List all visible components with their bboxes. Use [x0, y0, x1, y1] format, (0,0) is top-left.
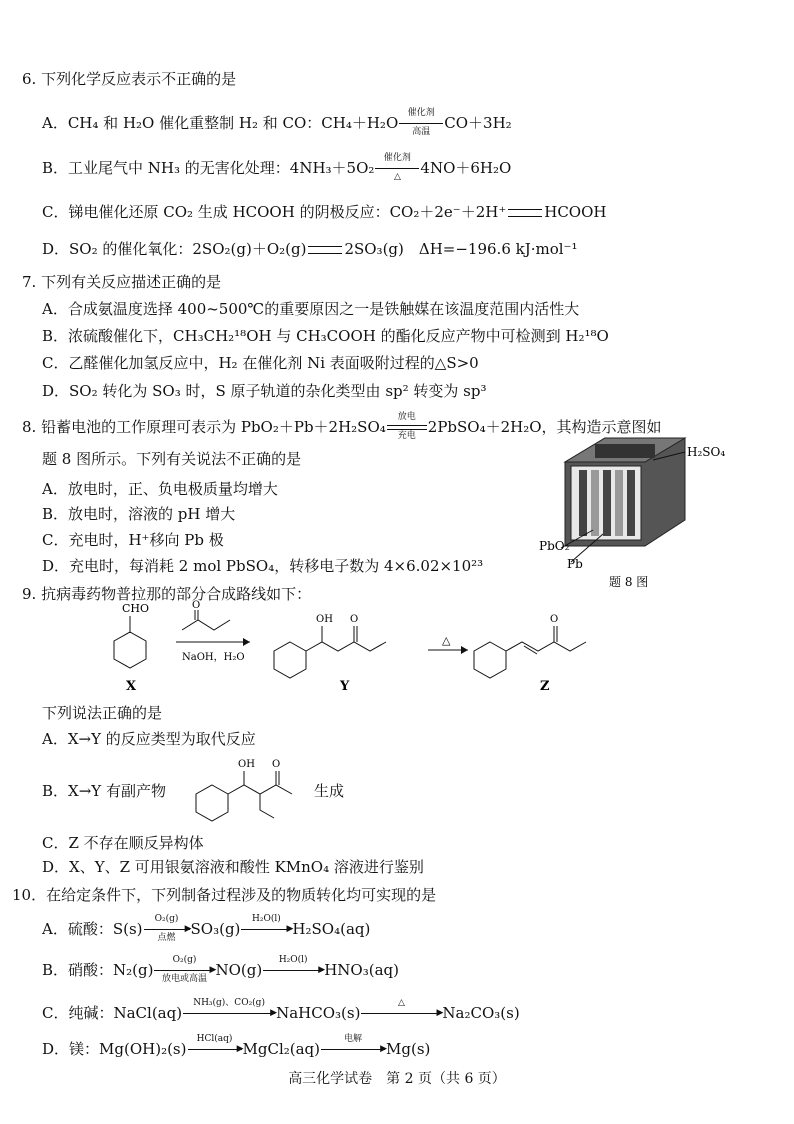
q9-option-d: D．X、Y、Z 可用银氨溶液和酸性 KMnO₄ 溶液进行鉴别 [42, 858, 424, 876]
q7-option-a: A．合成氨温度选择 400~500℃的重要原因之一是铁触媒在该温度范围内活性大 [42, 300, 580, 318]
arrow-condition: 放电 [397, 412, 416, 422]
lead-acid-battery-figure [535, 430, 775, 590]
arrow-condition: HCl(aq) [196, 1034, 233, 1044]
q8-stem-line2: 题 8 图所示。下列有关说法不正确的是 [42, 450, 302, 468]
compound-y: Y [340, 679, 350, 694]
q9-ask: 下列说法正确的是 [42, 704, 163, 722]
arrow-condition: 电解 [343, 1034, 362, 1044]
arrow-condition: H₂O(l) [278, 955, 308, 965]
q10-b-end: HNO₃(aq) [324, 961, 399, 979]
q6-stem: 6. 下列化学反应表示不正确的是 [22, 70, 237, 88]
q8-option-b: B．放电时，溶液的 pH 增大 [42, 505, 236, 523]
reaction-condition: NaOH，H₂O [182, 652, 245, 663]
q8-option-d: D．充电时，每消耗 2 mol PbSO₄，转移电子数为 4×6.02×10²³ [42, 557, 484, 575]
q6-b-text: B．工业尾气中 NH₃ 的无害化处理：4NH₃＋5O₂ [42, 159, 375, 177]
q9-option-c: C．Z 不存在顺反异构体 [42, 834, 204, 852]
reaction-arrow [375, 153, 419, 182]
q10-d-start: D．镁：Mg(OH)₂(s) [42, 1040, 187, 1058]
q6-d-text: D．SO₂ 的催化氧化：2SO₂(g)＋O₂(g) [42, 240, 307, 258]
q8-stem-text: 8. 铅蓄电池的工作原理可表示为 PbO₂＋Pb＋2H₂SO₄ [22, 418, 386, 436]
q9-stem: 9. 抗病毒药物普拉那的部分合成路线如下： [22, 585, 312, 603]
q10-option-b [42, 955, 399, 984]
reaction-arrow: H₂O(l) ▶ [263, 962, 323, 980]
reaction-arrow: △ ▶ [361, 1005, 441, 1023]
arrow-condition: 催化剂 [383, 153, 411, 163]
arrow-condition: H₂O(l) [252, 914, 281, 924]
q9-option-a: A．X→Y 的反应类型为取代反应 [42, 730, 256, 748]
equals-sign [308, 246, 342, 254]
q7-option-d: D．SO₂ 转化为 SO₃ 时，S 原子轨道的杂化类型由 sp² 转变为 sp³ [42, 382, 487, 400]
compound-x: X [126, 679, 137, 694]
q6-option-c [42, 203, 606, 221]
reaction-arrow [399, 108, 443, 137]
reaction-arrow: HCl(aq) ▶ [188, 1041, 242, 1059]
arrow-condition: O₂(g) [154, 914, 179, 924]
reaction-arrow: O₂(g) ▶ 点燃 [144, 921, 190, 939]
reaction-arrow: O₂(g) ▶ 放电或高温 [154, 962, 214, 980]
carbonyl-o: O [350, 614, 359, 625]
arrow-condition: △ [397, 998, 405, 1008]
q6-d-product: 2SO₃(g) ΔH=−196.6 kJ·mol⁻¹ [344, 240, 578, 258]
carbonyl-o: O [192, 600, 201, 611]
q10-c-end: Na₂CO₃(s) [442, 1004, 520, 1022]
arrow-condition: O₂(g) [172, 955, 197, 965]
q6-option-b [42, 153, 512, 182]
q10-b-start: B．硝酸：N₂(g) [42, 961, 154, 979]
arrow-condition: 点燃 [157, 933, 176, 943]
heat-symbol: △ [442, 634, 451, 647]
q6-b-product: 4NO＋6H₂O [420, 159, 512, 177]
q9-option-b-text: B．X→Y 有副产物 [42, 782, 166, 800]
q8-option-a: A．放电时，正、负电极质量均增大 [42, 480, 278, 498]
q10-option-d [42, 1034, 431, 1059]
q6-c-product: HCOOH [544, 203, 607, 221]
reaction-arrow: H₂O(l) ▶ [241, 921, 291, 939]
arrow-condition: NH₃(g)、CO₂(g) [193, 998, 265, 1008]
q8-stem-text: 2PbSO₄＋2H₂O，其构造示意图如 [427, 418, 662, 436]
q10-a-start: A．硫酸：S(s) [42, 920, 143, 938]
q10-option-c [42, 998, 520, 1023]
q9-option-b-tail: 生成 [314, 782, 345, 800]
arrow-condition: 放电或高温 [161, 974, 207, 984]
q7-option-b: B．浓硫酸催化下，CH₃CH₂¹⁸OH 与 CH₃COOH 的酯化反应产物中可检测到 H₂¹⁸O [42, 327, 609, 345]
arrow-condition: 催化剂 [407, 108, 435, 118]
q6-a-product: CO＋3H₂ [444, 114, 512, 132]
label-pbo2: PbO₂ [539, 539, 570, 553]
q6-c-text: C．锑电催化还原 CO₂ 生成 HCOOH 的阴极反应：CO₂＋2e⁻＋2H⁺ [42, 203, 507, 221]
byproduct-structure [190, 755, 310, 825]
arrow-condition: △ [393, 172, 401, 182]
q10-c-mid: NaHCO₃(s) [276, 1004, 361, 1022]
q10-d-mid: MgCl₂(aq) [242, 1040, 320, 1058]
reaction-arrow: 电解 ▶ [321, 1041, 385, 1059]
q6-a-text: A．CH₄ 和 H₂O 催化重整制 H₂ 和 CO：CH₄＋H₂O [42, 114, 399, 132]
q8-option-c: C．充电时，H⁺移向 Pb 极 [42, 531, 224, 549]
cho-group: CHO [122, 602, 150, 615]
q10-a-mid: SO₃(g) [190, 920, 241, 938]
label-pb: Pb [567, 557, 583, 571]
q7-option-c: C．乙醛催化加氢反应中，H₂ 在催化剂 Ni 表面吸附过程的△S>0 [42, 354, 479, 372]
q10-c-start: C．纯碱：NaCl(aq) [42, 1004, 183, 1022]
arrow-condition: 充电 [397, 431, 416, 441]
synthesis-route [100, 598, 620, 698]
carbonyl-o: O [550, 614, 559, 625]
arrow-condition: 高温 [412, 127, 431, 137]
q10-b-mid: NO(g) [215, 961, 263, 979]
q10-d-end: Mg(s) [386, 1040, 431, 1058]
q10-stem: 10．在给定条件下，下列制备过程涉及的物质转化均可实现的是 [12, 886, 437, 904]
carbonyl-o: O [272, 759, 281, 770]
q10-a-end: H₂SO₄(aq) [292, 920, 371, 938]
figure-caption: 题 8 图 [609, 575, 649, 589]
q10-option-a [42, 914, 371, 943]
q7-stem: 7. 下列有关反应描述正确的是 [22, 273, 222, 291]
q6-option-d [42, 240, 578, 258]
label-h2so4: H₂SO₄ [687, 445, 726, 459]
hydroxyl-oh: OH [238, 759, 255, 770]
page-footer: 高三化学试卷 第 2 页（共 6 页） [288, 1071, 506, 1087]
q6-option-a [42, 108, 512, 137]
reaction-arrow: NH₃(g)、CO₂(g) ▶ [183, 1005, 275, 1023]
compound-z: Z [540, 679, 550, 694]
hydroxyl-oh: OH [316, 614, 333, 625]
reversible-arrow [387, 412, 427, 441]
equals-sign [508, 209, 542, 217]
